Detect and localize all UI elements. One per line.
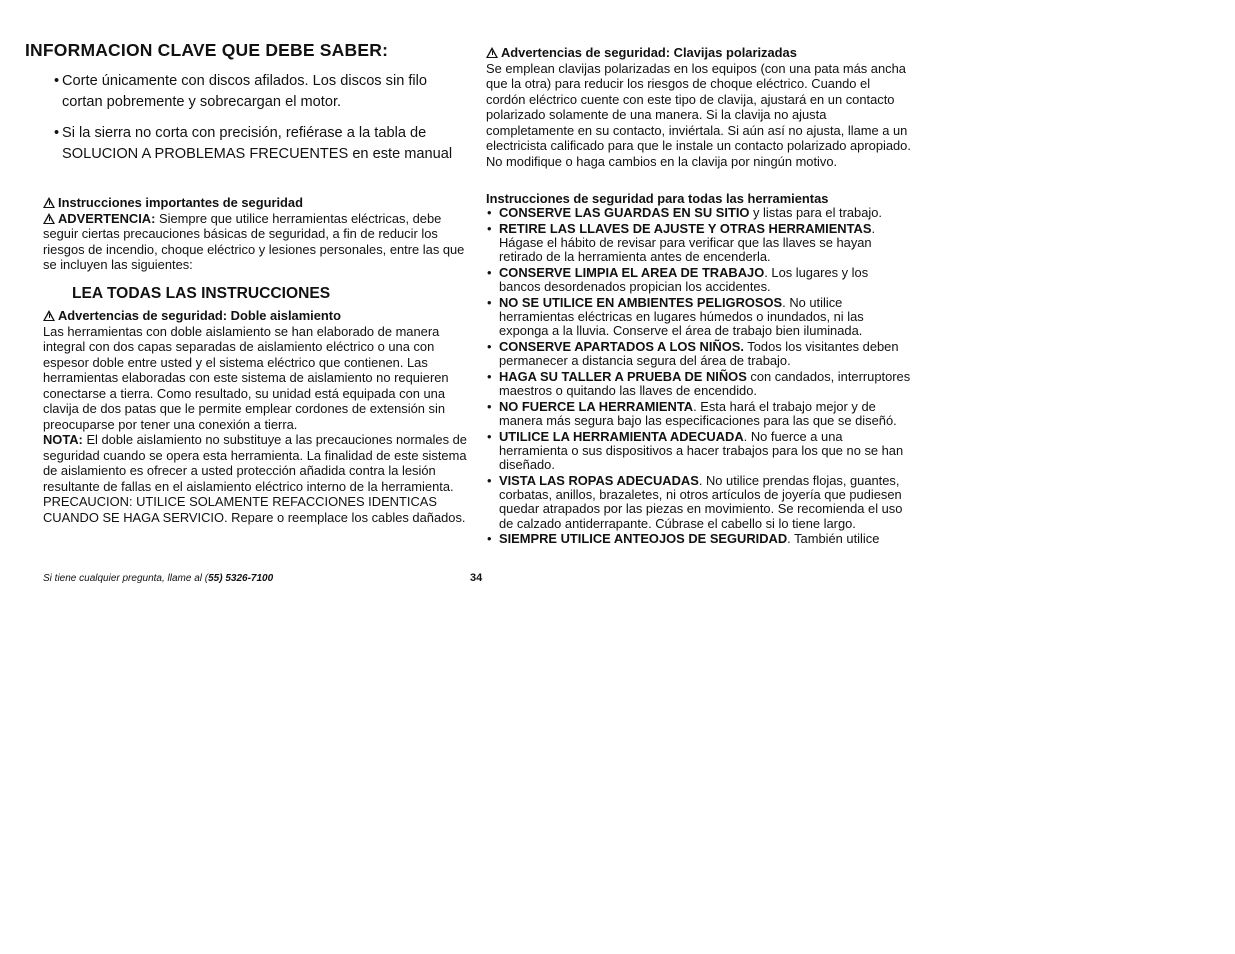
safety-list-item — [486, 474, 912, 531]
safety-list-item — [486, 296, 912, 339]
warning-triangle-icon — [43, 213, 55, 224]
footer-contact: Si tiene cualquier pregunta, llame al (55) 5326-7100 — [43, 573, 274, 584]
bullet: • — [487, 205, 492, 220]
safety-item-heading: RETIRE LAS LLAVES DE AJUSTE Y OTRAS HERRAMIENTAS — [499, 220, 872, 236]
safety-item-text: . Los lugares y los bancos desordenados propician los accidentes. — [499, 264, 869, 295]
bullet: • — [487, 338, 492, 354]
double-insulation-title: Advertencias de seguridad: Doble aislamiento — [43, 308, 469, 324]
safety-list-item — [486, 340, 912, 369]
key-info-heading: INFORMACION CLAVE QUE DEBE SABER: — [25, 40, 389, 60]
double-insulation-section — [43, 308, 469, 525]
bullet: • — [487, 294, 492, 310]
safety-list-item — [486, 370, 912, 399]
safety-item-text: y listas para el trabajo. — [749, 205, 883, 220]
note-text: El doble aislamiento no substituye a las precauciones normales de seguridad cuando se opera esta herramienta. La finalidad de este sistema de aislamiento es ofrecer a usted protección añadida contra la lesión resultante de fallas en el aislamiento eléctrico interno de la herramienta. — [43, 432, 467, 494]
safety-list-item — [486, 430, 912, 473]
safety-item-text: . También utilice — [787, 531, 880, 547]
important-safety-title: Instrucciones importantes de seguridad — [43, 195, 469, 211]
safety-item-text: . Hágase el hábito de revisar para verificar que las llaves se hayan retirado de la herramienta antes de encenderla. — [499, 220, 876, 265]
safety-list-item — [486, 266, 912, 295]
bullet: • — [487, 531, 492, 547]
safety-item-text: . Esta hará el trabajo mejor y de manera más segura bajo las especificaciones para las que se diseñó. — [499, 398, 897, 428]
safety-item-text: . No utilice prendas flojas, guantes, corbatas, anillos, brazaletes, ni otros artículos de joyería que pudiesen quedar atrapados por las piezas en movimiento. Se recomienda el uso de calzado antiderrapante. Cúbrase el cabello si lo tiene largo. — [499, 472, 903, 531]
safety-item-heading: HAGA SU TALLER A PRUEBA DE NIÑOS — [499, 368, 747, 384]
bullet: • — [487, 472, 492, 488]
bullet: • — [487, 264, 492, 280]
safety-item-heading: NO SE UTILICE EN AMBIENTES PELIGROSOS — [499, 294, 783, 310]
warning-text: Siempre que utilice herramientas eléctricas, debe seguir ciertas precauciones básicas de seguridad, a fin de reducir los riesgos de incendio, choque eléctrico y lesiones personales, entre las que se incluyen las siguientes: — [43, 210, 465, 272]
safety-item-heading: SIEMPRE UTILICE ANTEOJOS DE SEGURIDAD — [499, 531, 788, 547]
note-label: NOTA: — [43, 432, 83, 447]
footer-phone: 55) 5326-7100 — [208, 573, 274, 584]
safety-item-text: Todos los visitantes deben permanecer a distancia segura del área de trabajo. — [499, 338, 899, 369]
safety-list-item — [486, 400, 912, 429]
important-safety-section — [43, 195, 469, 273]
safety-list — [486, 206, 912, 548]
safety-list-item — [486, 532, 912, 546]
bullet: • — [487, 220, 492, 236]
polarized-plugs-text: Se emplean clavijas polarizadas en los equipos (con una pata más ancha que la otra) para reducir los riesgos de choque eléctrico. Cuando el cordón eléctrico cuente con este tipo de clavija, ajustará en un contacto polarizado solamente de una manera. Si la clavija no ajusta completamente en su contacto, inviértala. Si aún así no ajusta, llame a un electricista calificado para que le instale un contacto polarizado apropiado. No modifique o haga cambios en la clavija por ningún motivo. — [486, 60, 911, 169]
page-number: 34 — [470, 572, 483, 584]
warning-triangle-icon — [486, 47, 498, 58]
bullet: • — [487, 428, 492, 444]
safety-list-item — [486, 206, 912, 220]
safety-list-item — [486, 222, 912, 265]
polarized-plugs-section — [486, 45, 912, 169]
warning-label: ADVERTENCIA: — [58, 210, 156, 226]
safety-item-heading: CONSERVE LIMPIA EL AREA DE TRABAJO — [499, 264, 765, 280]
caution-paragraph: PRECAUCION: UTILICE SOLAMENTE REFACCIONES IDENTICAS CUANDO SE HAGA SERVICIO. Repare o reemplace los cables dañados. — [43, 494, 466, 525]
bullet: • — [487, 398, 492, 414]
bullet: • — [487, 368, 492, 384]
polarized-plugs-title: Advertencias de seguridad: Clavijas polarizadas — [486, 45, 912, 61]
safety-item-heading: VISTA LAS ROPAS ADECUADAS — [499, 472, 699, 488]
key-bullet: • Si la sierra no corta con precisión, refiérase a la tabla de SOLUCION A PROBLEMAS FRECUENTES en este manual — [54, 125, 453, 162]
read-all-heading: LEA TODAS LAS INSTRUCCIONES — [72, 285, 331, 302]
double-insulation-text: Las herramientas con doble aislamiento se han elaborado de manera integral con dos capas separadas de aislamiento eléctrico o una con espesor doble entre usted y el sistema eléctrico que contienen. Las herramientas elaboradas con este sistema de aislamiento no requieren conectarse a tierra. Como resultado, su unidad está equipada con una clavija de dos patas que le permite emplear cordones de extensión sin preocuparse por tener una conexión a tierra. — [43, 323, 449, 432]
warning-triangle-icon — [43, 197, 55, 208]
safety-item-heading: UTILICE LA HERRAMIENTA ADECUADA — [499, 428, 744, 444]
all-tools-title: Instrucciones de seguridad para todas las herramientas — [486, 191, 829, 206]
safety-item-heading: CONSERVE APARTADOS A LOS NIÑOS. — [499, 338, 744, 354]
warning-paragraph — [43, 211, 469, 273]
safety-item-heading: NO FUERCE LA HERRAMIENTA — [499, 398, 694, 414]
safety-item-text: con candados, interruptores maestros o quitando las llaves de encendido. — [499, 368, 911, 399]
safety-item-text: . No fuerce a una herramienta o sus dispositivos a hacer trabajos para los que no se han diseñado. — [499, 428, 904, 473]
warning-triangle-icon — [43, 310, 55, 321]
safety-item-text: . No utilice herramientas eléctricas en lugares húmedos o inundados, ni las exponga a la lluvia. Conserve el área de trabajo bien iluminada. — [499, 294, 864, 339]
key-bullet: • Corte únicamente con discos afilados. Los discos sin filo cortan pobremente y sobrecargan el motor. — [54, 73, 428, 110]
safety-item-heading: CONSERVE LAS GUARDAS EN SU SITIO — [499, 205, 750, 220]
note-paragraph — [43, 432, 469, 494]
